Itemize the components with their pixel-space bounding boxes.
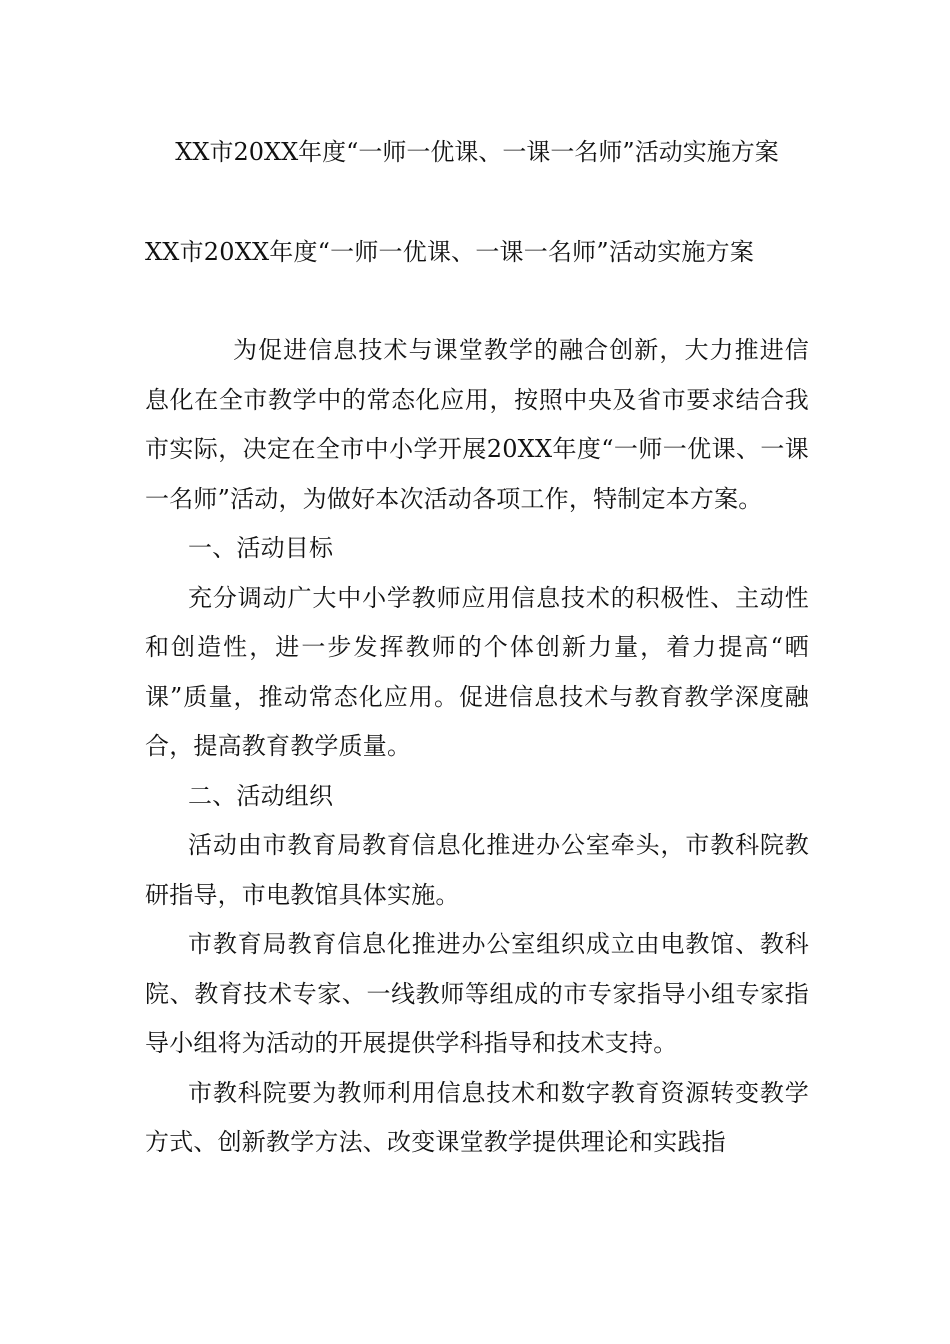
- organization-paragraph-1: 活动由市教育局教育信息化推进办公室牵头，市教科院教研指导，市电教馆具体实施。: [145, 831, 809, 909]
- document-title-left: XX市20XX年度“一师一优课、一课一名师”活动实施方案: [145, 238, 755, 266]
- goals-paragraph: 充分调动广大中小学教师应用信息技术的积极性、主动性和创造性，进一步发挥教师的个体创新力量，着力提高“晒课”质量，推动常态化应用。促进信息技术与教育教学深度融合，提高教育教学质量。: [145, 583, 809, 760]
- section-heading-goals: 一、活动目标: [188, 534, 334, 562]
- intro-paragraph: 为促进信息技术与课堂教学的融合创新，大力推进信息化在全市教学中的常态化应用，按照中央及省市要求结合我市实际，决定在全市中小学开展20XX年度“一师一优课、一课一名师”活动，为做好本次活动各项工作，特制定本方案。: [145, 336, 809, 513]
- document-title-centered: XX市20XX年度“一师一优课、一课一名师”活动实施方案: [175, 138, 779, 166]
- organization-paragraph-2: 市教育局教育信息化推进办公室组织成立由电教馆、教科院、教育技术专家、一线教师等组成的市专家指导小组专家指导小组将为活动的开展提供学科指导和技术支持。: [145, 930, 809, 1057]
- document-body: [145, 326, 809, 1168]
- document-title-repeated: [145, 228, 809, 278]
- section-heading-organization: 二、活动组织: [188, 781, 334, 810]
- organization-paragraph-3: 市教科院要为教师利用信息技术和数字教育资源转变教学方式、创新教学方法、改变课堂教学提供理论和实践指: [145, 1078, 809, 1156]
